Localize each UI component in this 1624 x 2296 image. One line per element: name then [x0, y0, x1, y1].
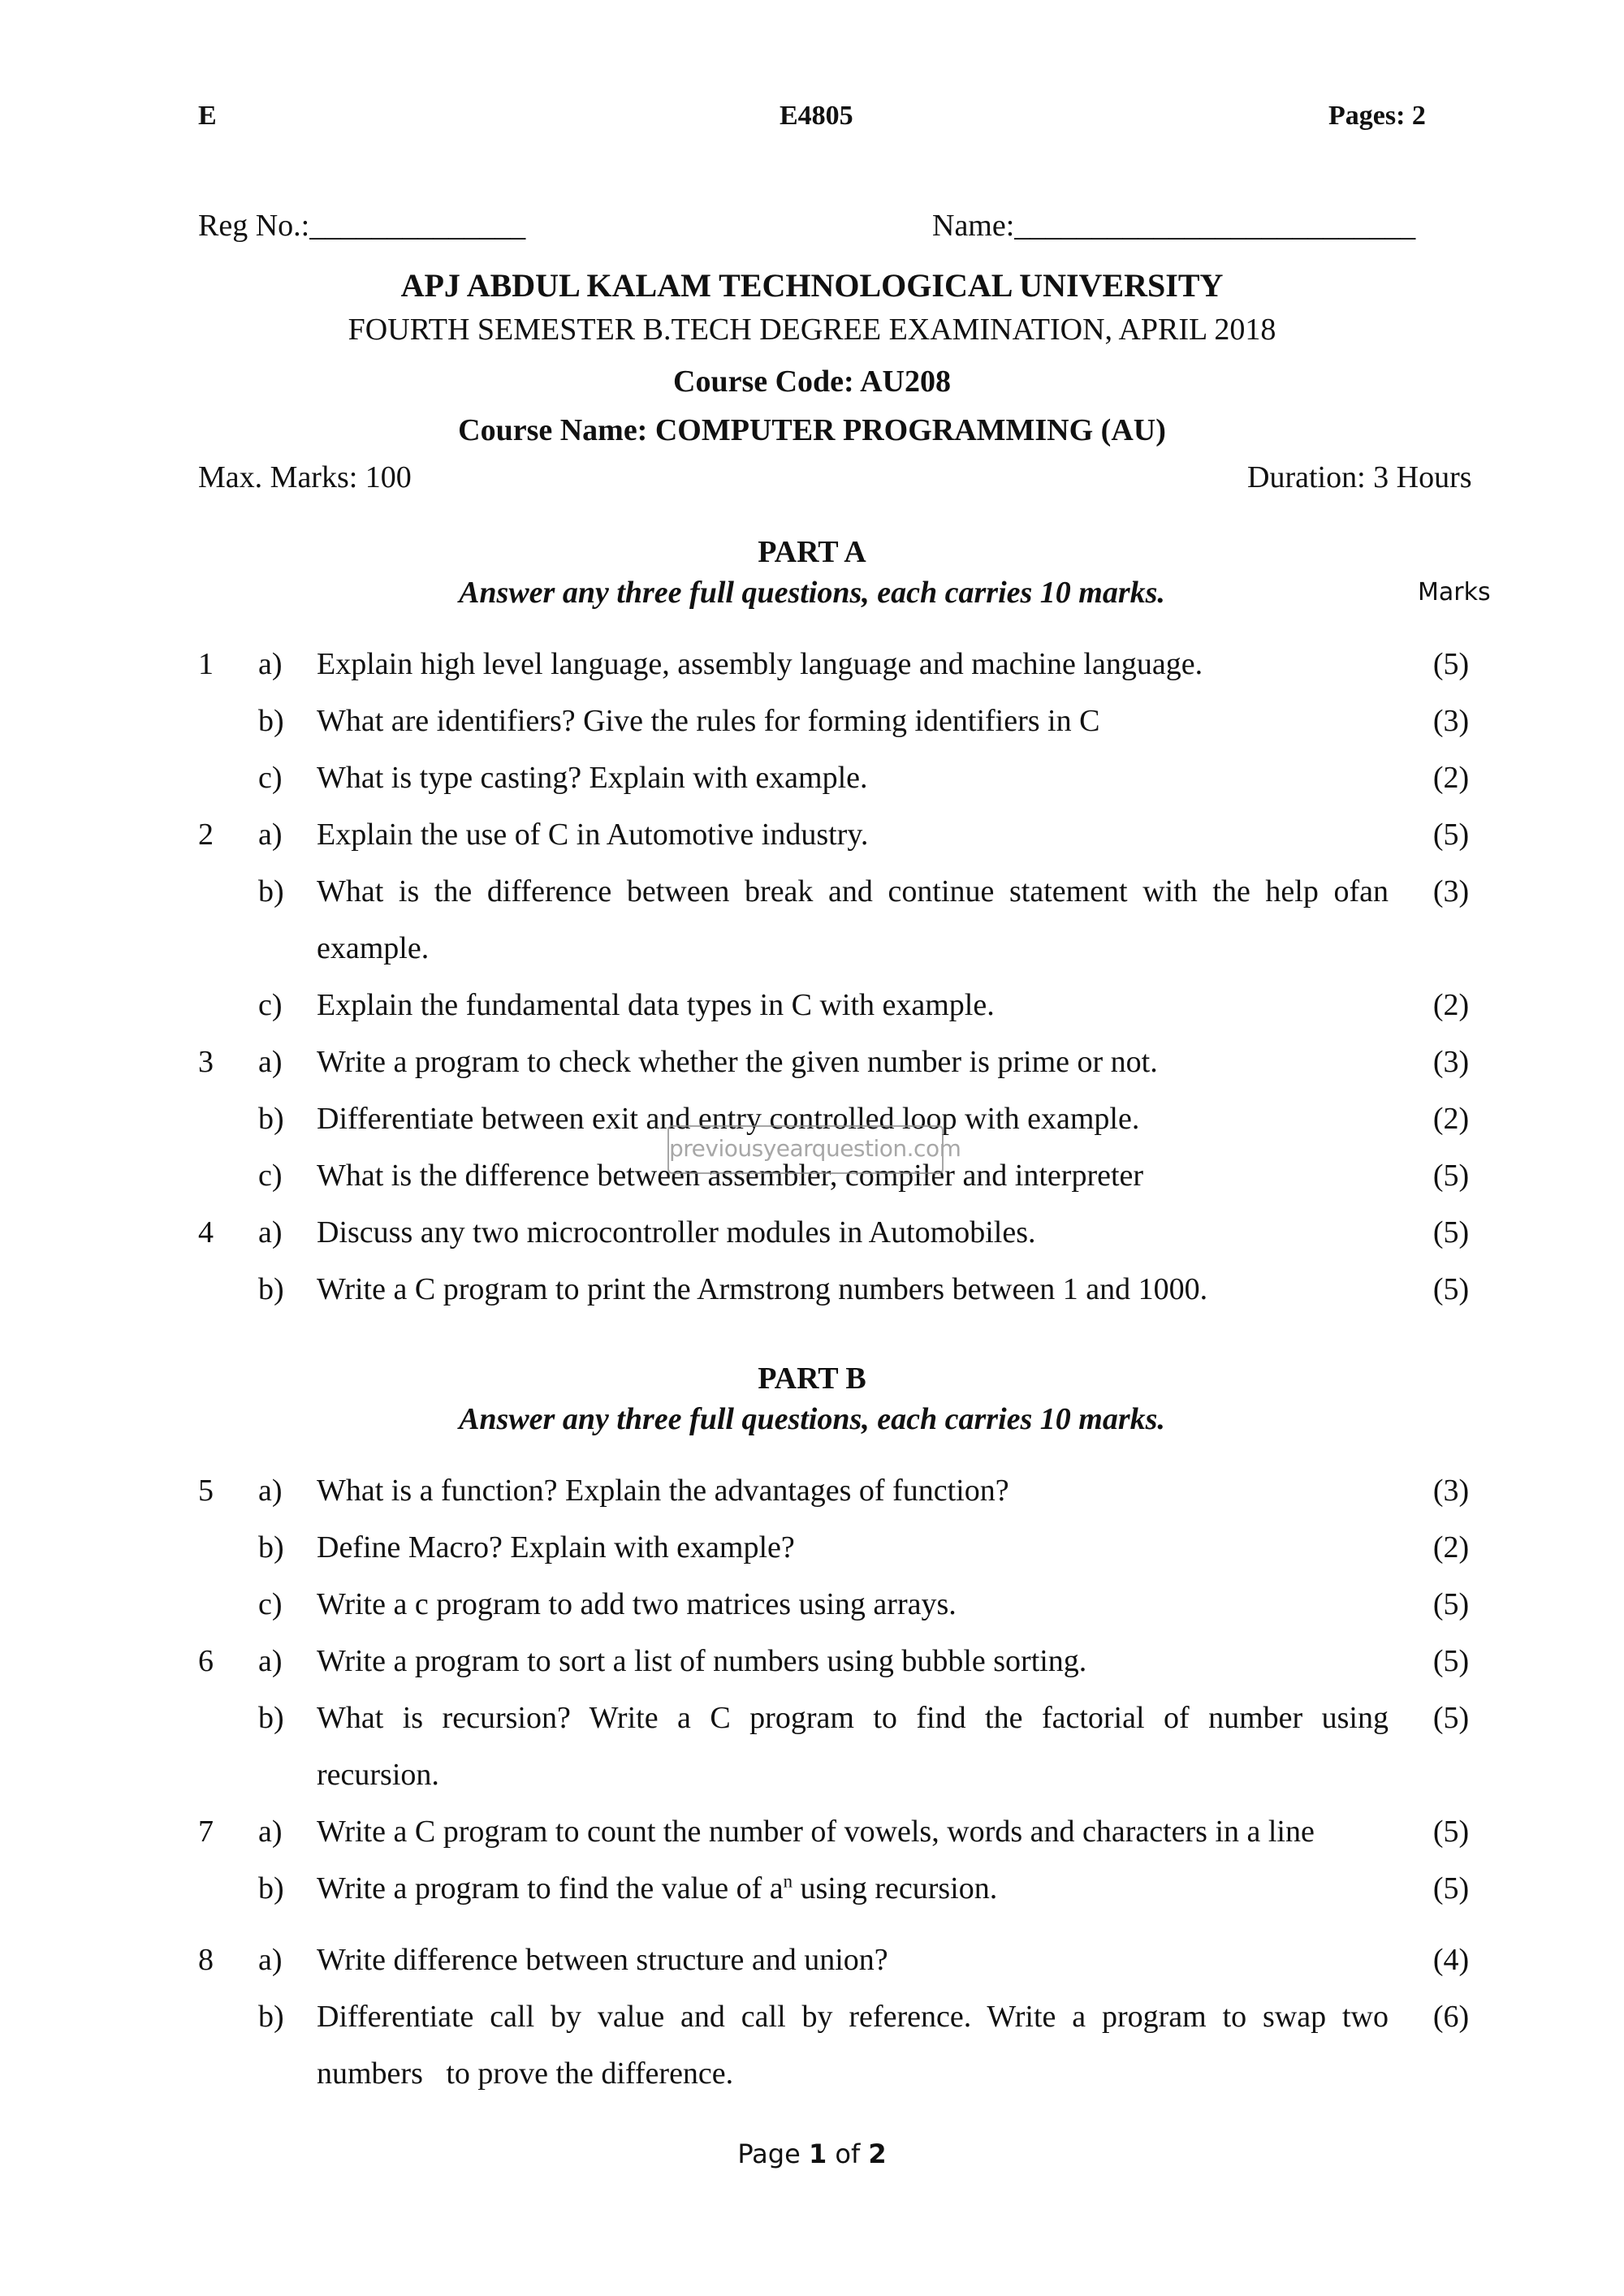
question-text-superscript: n [783, 1871, 793, 1892]
question-text: Write a C program to print the Armstrong numbers between 1 and 1000. [317, 1272, 1208, 1306]
course-name: Course Name: COMPUTER PROGRAMMING (AU) [458, 413, 1166, 447]
question-marks: (5) [1432, 1272, 1470, 1306]
question-number: 7 [198, 1815, 214, 1849]
name-field: Name:__________________________ [932, 209, 1416, 243]
question-part-label: a) [258, 1644, 283, 1678]
question-row [0, 1271, 1624, 1317]
question-marks: (5) [1432, 1701, 1470, 1735]
question-marks: (5) [1432, 1871, 1470, 1905]
question-marks: (5) [1432, 1815, 1470, 1849]
exam-title: FOURTH SEMESTER B.TECH DEGREE EXAMINATION, APRIL 2018 [348, 313, 1276, 347]
question-text: What is a function? Explain the advantages of function? [317, 1474, 1009, 1508]
question-text-continuation: recursion. [317, 1758, 439, 1792]
question-marks: (4) [1432, 1943, 1470, 1977]
question-marks: (3) [1432, 874, 1470, 908]
question-part-label: a) [258, 647, 283, 681]
question-text: Write a program to sort a list of numbers using bubble sorting. [317, 1644, 1087, 1678]
question-text: Write a program to check whether the given number is prime or not. [317, 1045, 1158, 1079]
question-number: 2 [198, 818, 214, 852]
question-text-continuation: example. [317, 931, 430, 965]
question-row [0, 1871, 1624, 1916]
question-marks: (2) [1432, 1530, 1470, 1564]
question-part-label: a) [258, 1943, 283, 1977]
question-text: Explain the fundamental data types in C with example. [317, 988, 995, 1022]
question-marks: (5) [1432, 818, 1470, 852]
question-text: What is the difference between break and continue statement with the help ofan [317, 874, 1389, 908]
set-label: E [198, 101, 217, 131]
max-marks: Max. Marks: 100 [198, 460, 412, 494]
question-part-label: b) [258, 874, 284, 908]
duration: Duration: 3 Hours [1247, 460, 1472, 494]
question-marks: (2) [1432, 1102, 1470, 1136]
question-marks: (6) [1432, 2000, 1470, 2034]
question-text: Differentiate call by value and call by reference. Write a program to swap two [317, 2000, 1389, 2034]
question-text: Write a c program to add two matrices using arrays. [317, 1587, 957, 1621]
question-part-label: b) [258, 1871, 284, 1905]
page-count: Pages: 2 [1328, 101, 1426, 131]
paper-code: E4805 [780, 101, 853, 131]
question-part-label: c) [258, 988, 283, 1022]
question-row [0, 1942, 1624, 1987]
question-text: Write difference between structure and union? [317, 1943, 888, 1977]
footer-page-word: Page [737, 2138, 801, 2169]
question-text: What is recursion? Write a C program to find the factorial of number using [317, 1701, 1389, 1735]
question-text [317, 1871, 1389, 1906]
question-row [0, 703, 1624, 749]
question-row [0, 1586, 1624, 1632]
question-part-label: b) [258, 1102, 284, 1136]
question-text: Discuss any two microcontroller modules in Automobiles. [317, 1215, 1036, 1249]
part-b-instruction: Answer any three full questions, each carries 10 marks. [459, 1402, 1165, 1436]
question-marks: (5) [1432, 1215, 1470, 1249]
part-a-title: PART A [758, 535, 866, 569]
footer-page-total: 2 [868, 2138, 887, 2169]
question-part-label: b) [258, 704, 284, 738]
question-row [0, 760, 1624, 805]
marks-column-label: Marks [1418, 578, 1491, 606]
question-number: 8 [198, 1943, 214, 1977]
question-marks: (3) [1432, 1474, 1470, 1508]
question-row [0, 646, 1624, 692]
question-row [0, 1999, 1624, 2044]
question-text: Write a C program to count the number of vowels, words and characters in a line [317, 1815, 1315, 1849]
part-b-title: PART B [758, 1362, 866, 1396]
question-part-label: a) [258, 1215, 283, 1249]
question-part-label: a) [258, 1474, 283, 1508]
question-row [0, 1643, 1624, 1689]
page-footer [0, 2138, 1624, 2169]
question-marks: (5) [1432, 647, 1470, 681]
question-row [0, 987, 1624, 1033]
question-part-label: a) [258, 1045, 283, 1079]
question-row [0, 1530, 1624, 1575]
question-number: 3 [198, 1045, 214, 1079]
question-text-continuation: numbers to prove the difference. [317, 2056, 734, 2091]
question-marks: (5) [1432, 1159, 1470, 1193]
question-marks: (3) [1432, 1045, 1470, 1079]
question-part-label: b) [258, 1272, 284, 1306]
course-code: Course Code: AU208 [673, 365, 951, 399]
question-text: Explain the use of C in Automotive industry. [317, 818, 869, 852]
question-text: What are identifiers? Give the rules for forming identifiers in C [317, 704, 1100, 738]
question-text: Differentiate between exit and entry controlled loop with example. [317, 1102, 1140, 1136]
watermark-stamp: previousyearquestion.com [667, 1125, 944, 1174]
question-row [0, 1700, 1624, 1746]
question-text-part: using recursion. [793, 1871, 998, 1905]
question-part-label: c) [258, 1587, 283, 1621]
question-row [0, 1473, 1624, 1518]
part-a-instruction: Answer any three full questions, each carries 10 marks. [459, 576, 1165, 610]
footer-page-num: 1 [808, 2138, 827, 2169]
question-part-label: c) [258, 1159, 283, 1193]
question-marks: (5) [1432, 1644, 1470, 1678]
question-text: What is type casting? Explain with example. [317, 761, 868, 795]
question-number: 4 [198, 1215, 214, 1249]
question-marks: (5) [1432, 1587, 1470, 1621]
question-part-label: b) [258, 1530, 284, 1564]
question-number: 5 [198, 1474, 214, 1508]
question-text-part: Write a program to find the value of a [317, 1871, 784, 1905]
question-part-label: a) [258, 818, 283, 852]
reg-no-field: Reg No.:______________ [198, 209, 526, 243]
question-number: 1 [198, 647, 214, 681]
question-text: Define Macro? Explain with example? [317, 1530, 795, 1564]
question-row [0, 1814, 1624, 1859]
question-part-label: b) [258, 2000, 284, 2034]
question-marks: (2) [1432, 988, 1470, 1022]
university-title: APJ ABDUL KALAM TECHNOLOGICAL UNIVERSITY [400, 267, 1224, 304]
question-marks: (2) [1432, 761, 1470, 795]
question-text: Explain high level language, assembly language and machine language. [317, 647, 1203, 681]
question-row [0, 1215, 1624, 1260]
question-part-label: a) [258, 1815, 283, 1849]
question-text: What is the difference between assembler, compiler and interpreter [317, 1159, 1144, 1193]
question-number: 6 [198, 1644, 214, 1678]
footer-of-word: of [835, 2138, 861, 2169]
question-row [0, 1044, 1624, 1090]
question-part-label: b) [258, 1701, 284, 1735]
question-part-label: c) [258, 761, 283, 795]
question-row [0, 817, 1624, 862]
question-row [0, 874, 1624, 919]
question-marks: (3) [1432, 704, 1470, 738]
